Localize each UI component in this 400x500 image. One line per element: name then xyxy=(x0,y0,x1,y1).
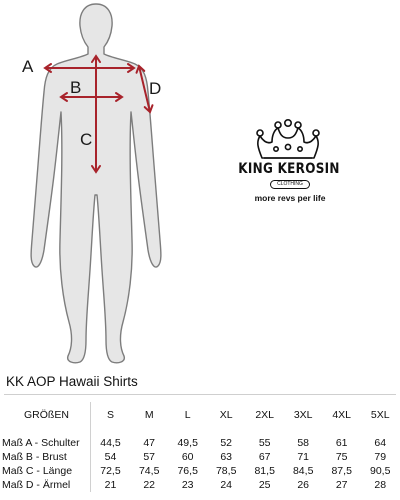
table-cell: 75 xyxy=(335,451,348,463)
size-header-l: L xyxy=(184,409,191,421)
table-cell: 24 xyxy=(220,479,233,491)
product-title: KK AOP Hawaii Shirts xyxy=(6,374,138,389)
table-row xyxy=(0,450,400,464)
measurement-label-b: B xyxy=(70,78,82,97)
table-cell: 28 xyxy=(374,479,387,491)
table-cell: 76,5 xyxy=(177,465,198,477)
table-cell: 78,5 xyxy=(215,465,237,477)
table-cell: 55 xyxy=(258,437,271,449)
brand-subtitle: CLOTHING xyxy=(270,180,310,189)
table-cell: 60 xyxy=(181,451,194,463)
table-row xyxy=(0,428,400,450)
table-cell: 49,5 xyxy=(177,437,198,449)
table-cell: 25 xyxy=(258,479,271,491)
size-header-xl: XL xyxy=(219,409,233,421)
title-divider xyxy=(4,394,396,395)
table-cell: 87,5 xyxy=(331,465,352,477)
table-cell: 61 xyxy=(335,437,348,449)
row-label: Maß D - Ärmel xyxy=(0,478,91,492)
row-label: Maß B - Brust xyxy=(0,450,91,464)
table-cell: 79 xyxy=(374,451,387,463)
table-cell: 74,5 xyxy=(138,465,160,477)
table-cell: 84,5 xyxy=(292,465,314,477)
table-cell: 44,5 xyxy=(100,437,121,449)
size-header-4xl: 4XL xyxy=(332,409,352,421)
table-cell: 21 xyxy=(104,479,117,491)
size-header-2xl: 2XL xyxy=(255,409,275,421)
table-cell: 52 xyxy=(220,437,233,449)
table-cell: 63 xyxy=(220,451,233,463)
table-cell: 71 xyxy=(297,451,310,463)
size-header-label: GRÖßEN xyxy=(0,402,91,428)
measurement-label-a: A xyxy=(22,57,34,76)
table-cell: 54 xyxy=(104,451,117,463)
table-cell: 81,5 xyxy=(254,465,275,477)
table-cell: 67 xyxy=(258,451,271,463)
table-cell: 26 xyxy=(297,479,310,491)
size-header-s: S xyxy=(106,409,114,421)
table-cell: 47 xyxy=(143,437,156,449)
row-label: Maß A - Schulter xyxy=(0,428,91,450)
size-header-5xl: 5XL xyxy=(370,409,390,421)
measurement-label-d: D xyxy=(149,79,162,98)
size-header-m: M xyxy=(144,409,154,421)
measurement-label-c: C xyxy=(80,130,93,149)
brand-tagline: more revs per life xyxy=(254,193,326,203)
table-cell: 72,5 xyxy=(100,465,121,477)
size-header-3xl: 3XL xyxy=(293,409,313,421)
size-table xyxy=(0,402,400,492)
size-table-header-row xyxy=(0,402,400,428)
table-cell: 90,5 xyxy=(370,465,391,477)
table-cell: 27 xyxy=(335,479,348,491)
table-cell: 58 xyxy=(297,437,310,449)
table-cell: 57 xyxy=(143,451,156,463)
table-cell: 22 xyxy=(143,479,156,491)
table-cell: 64 xyxy=(374,437,387,449)
table-row xyxy=(0,464,400,478)
brand-name: KING KEROSIN xyxy=(238,159,340,177)
table-cell: 23 xyxy=(181,479,194,491)
row-label: Maß C - Länge xyxy=(0,464,91,478)
table-row xyxy=(0,478,400,492)
